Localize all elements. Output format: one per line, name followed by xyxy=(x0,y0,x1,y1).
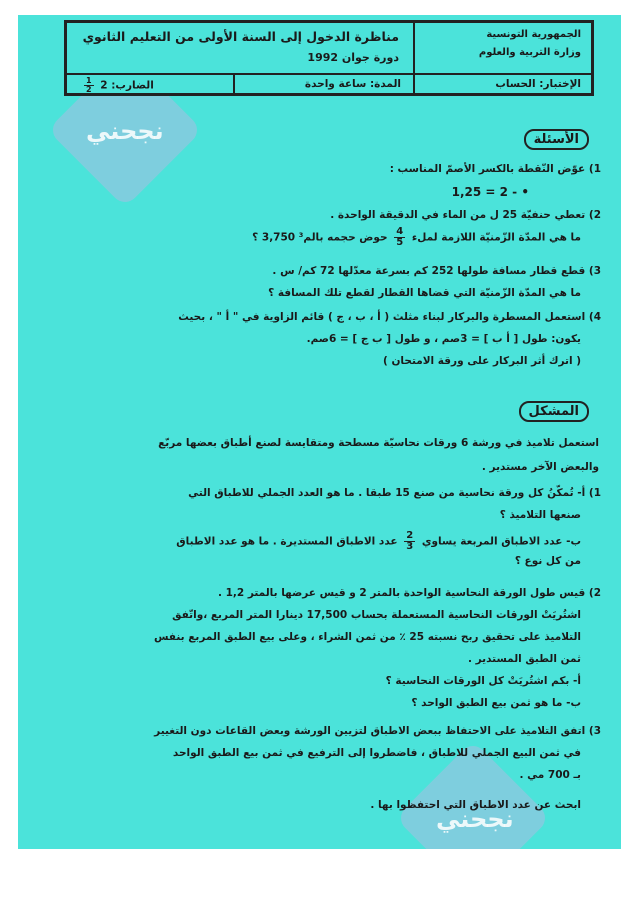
p2-text: 2) قيس طول الورقة النحاسية الواحدة بالمتر 2 و قيس عرضها بالمتر 1,2 . xyxy=(217,587,601,599)
p1-b-post: عدد الاطباق المستديرة . ما هو عدد الاطباق xyxy=(176,535,398,548)
q2-question-post: حوض حجمه بالم³ 3,750 ؟ xyxy=(252,231,388,244)
p1-b-cont: من كل نوع ؟ xyxy=(514,555,581,567)
header-divider xyxy=(413,23,415,73)
watermark-text-top: نجحني xyxy=(86,117,164,145)
p3-text: 3) اتفق التلاميذ على الاحتفاظ ببعض الاطباق لتزيين الورشة وبعض القاعات دون التغيير xyxy=(154,725,601,737)
q2-fraction xyxy=(394,227,405,248)
coefficient-fraction: $\frac{1}{2}$ xyxy=(86,76,92,94)
p2-a-question: أ- بكم اشتُريَتْ كل الورقات النحاسية ؟ xyxy=(385,675,581,687)
p2-line-2: اشتُريَتْ الورقات النحاسية المستعملة بحساب 17,500 دينارا المتر المربع ،واتّفق xyxy=(172,609,581,621)
q4-condition: يكون: طول [ أ ب ] = 3صم ، و طول [ ب ج ] = 6صم. xyxy=(306,333,581,345)
duration-label: المدة: ساعة واحدة xyxy=(304,78,401,90)
exam-sheet xyxy=(18,15,621,849)
p1-b-text xyxy=(176,531,581,552)
q2-question-pre: ما هي المدّة الزّمنيّة اللازمة لملء xyxy=(411,231,581,244)
p1-b-pre: ب- عدد الاطباق المربعة يساوي xyxy=(421,535,581,548)
q1-equation: 1,25 = 2 - • xyxy=(451,185,529,199)
exam-title: مناظرة الدخول إلى السنة الأولى من التعليم الثانوي xyxy=(82,29,399,44)
p3-line-2: في ثمن البيع الجملي للاطباق ، فاضطروا إلى الترفيع في ثمن بيع الطبق الواحد xyxy=(172,747,581,759)
q2-question xyxy=(252,227,581,248)
coefficient-text: الضارب: 2 xyxy=(100,79,154,92)
q2-text: 2) تعطي حنفيّة 25 ل من الماء في الدقيقة الواحدة . xyxy=(330,209,601,221)
watermark-text-bottom: نجحني xyxy=(436,805,514,833)
p1-fraction xyxy=(404,531,415,552)
q2-fraction-num: 4 xyxy=(396,226,404,237)
header-bottom-row xyxy=(67,73,591,95)
p2-line-3: التلاميذ على تحقيق ربح نسبته 25 ٪ من ثمن الشراء ، وعلى بيع الطبق المربع بنفس xyxy=(153,631,581,643)
p1-fraction-num: 2 xyxy=(406,530,414,541)
p3-question: ابحث عن عدد الاطباق التي احتفظوا بها . xyxy=(370,799,581,811)
problem-intro-1: استعمل تلاميذ في ورشة 6 ورقات نحاسيّة مسطحة ومتقايسة لصنع أطباق بعضها مربّع xyxy=(158,437,599,449)
questions-title: الأسئلة xyxy=(524,129,589,150)
p1-a-cont: صنعها التلاميذ ؟ xyxy=(499,509,581,521)
session-label: دورة جوان 1992 xyxy=(307,51,399,64)
q1-text: 1) عوّض النّقطة بالكسر الأصمّ المناسب : xyxy=(389,163,601,175)
q3-text: 3) قطع قطار مسافة طولها 252 كم بسرعة معدّلها 72 كم/ س . xyxy=(272,265,601,277)
p2-b-question: ب- ما هو ثمن بيع الطبق الواحد ؟ xyxy=(411,697,581,709)
p2-line-4: ثمن الطبق المستدير . xyxy=(468,653,581,665)
ministry-label: وزارة التربية والعلوم xyxy=(478,47,581,58)
subject-label: الإختبار: الحساب xyxy=(495,78,581,90)
exam-header xyxy=(64,20,594,96)
p3-line-3: بـ 700 مي . xyxy=(519,769,581,781)
p1-fraction-den: 3 xyxy=(406,541,414,552)
coefficient-label xyxy=(81,77,154,94)
problem-intro-2: والبعض الآخر مستدير . xyxy=(481,461,599,473)
header-cell-divider-1 xyxy=(413,75,415,95)
header-cell-divider-2 xyxy=(233,75,235,95)
p1-a-text: 1) أ- تُمكّنُ كل ورقة نحاسية من صنع 15 طبقا . ما هو العدد الجملي للاطباق التي xyxy=(188,487,601,499)
problem-title: المشكل xyxy=(519,401,589,422)
republic-label: الجمهورية التونسية xyxy=(486,29,581,40)
q4-note: ( اترك أثر البركار على ورقة الامتحان ) xyxy=(383,355,581,367)
q4-text: 4) استعمل المسطرة والبركار لبناء مثلث ( أ ، ب ، ج ) قائم الزاوية في " أ " ، بحيث xyxy=(178,311,601,323)
q2-fraction-den: 5 xyxy=(396,237,404,248)
q3-question: ما هي المدّة الزّمنيّة التي قضاها القطار لقطع تلك المسافة ؟ xyxy=(268,287,581,299)
